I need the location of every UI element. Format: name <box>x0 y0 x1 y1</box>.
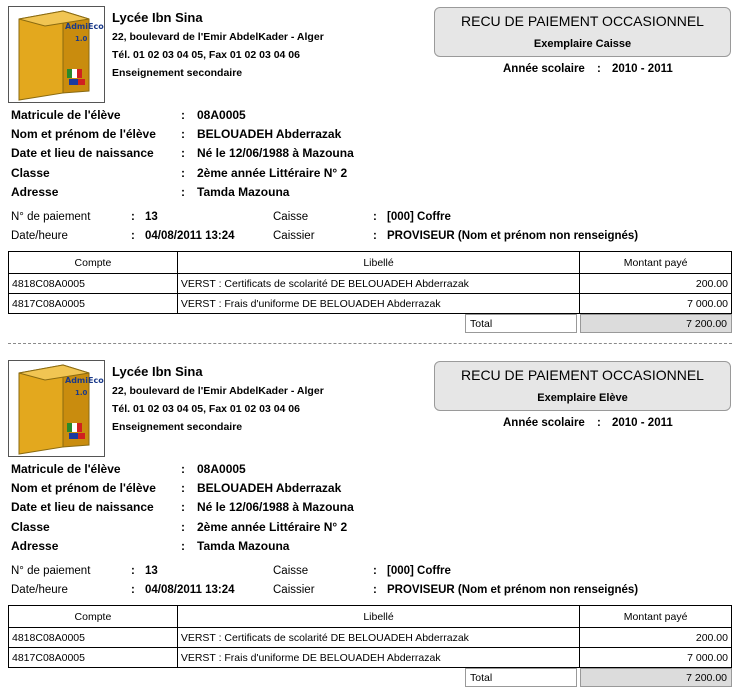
caisse-label: Caisse <box>273 211 309 223</box>
column-header-libelle: Libellé <box>177 606 579 628</box>
birth-label: Date et lieu de naissance <box>11 146 154 160</box>
matricule-label: Matricule de l'élève <box>11 108 121 122</box>
class-label: Classe <box>11 520 50 534</box>
student-name-colon: : <box>181 481 185 495</box>
birth-label: Date et lieu de naissance <box>11 500 154 514</box>
birth-colon: : <box>181 146 185 160</box>
caissier-label: Caissier <box>273 584 315 596</box>
table-row <box>9 648 732 668</box>
cell-libelle: VERST : Certificats de scolarité DE BELOUADEH Abderrazak <box>177 628 579 648</box>
svg-text:AdmiEco: AdmiEco <box>65 22 104 31</box>
cut-line-separator <box>8 343 732 344</box>
column-header-montant: Montant payé <box>580 606 732 628</box>
school-phone: Tél. 01 02 03 04 05, Fax 01 02 03 04 06 <box>112 403 300 415</box>
caisse-value: [000] Coffre <box>387 565 451 577</box>
svg-text:1.0: 1.0 <box>75 35 88 43</box>
total-label: Total <box>465 668 577 687</box>
svg-text:AdmiEco: AdmiEco <box>65 376 104 385</box>
address-colon: : <box>181 539 185 553</box>
address-label: Adresse <box>11 539 59 553</box>
payment-number-label: N° de paiement <box>11 565 91 577</box>
cell-compte: 4817C08A0005 <box>9 648 178 668</box>
student-name-value: BELOUADEH Abderrazak <box>197 127 342 141</box>
caissier-value: PROVISEUR (Nom et prénom non renseignés) <box>387 230 639 242</box>
payment-number-colon: : <box>131 565 135 577</box>
class-value: 2ème année Littéraire N° 2 <box>197 166 348 180</box>
school-phone: Tél. 01 02 03 04 05, Fax 01 02 03 04 06 <box>112 49 300 61</box>
admieco-box-icon <box>9 7 104 102</box>
receipt-copy-label: Exemplaire Caisse <box>533 38 632 50</box>
caisse-value: [000] Coffre <box>387 211 451 223</box>
receipt-copy-label: Exemplaire Elève <box>537 392 628 404</box>
school-year-value: 2010 - 2011 <box>612 63 673 75</box>
student-name-value: BELOUADEH Abderrazak <box>197 481 342 495</box>
caisse-colon: : <box>373 565 377 577</box>
caissier-label: Caissier <box>273 230 315 242</box>
school-address: 22, boulevard de l'Emir AbdelKader - Alger <box>112 31 324 43</box>
school-name: Lycée Ibn Sina <box>112 10 203 25</box>
receipt-title: RECU DE PAIEMENT OCCASIONNEL <box>461 367 704 383</box>
matricule-label: Matricule de l'élève <box>11 462 121 476</box>
payment-items-table <box>8 605 732 668</box>
school-logo <box>8 6 105 103</box>
cell-montant: 7 000.00 <box>580 648 732 668</box>
payment-items-table <box>8 251 732 314</box>
table-header-row <box>9 252 732 274</box>
table-header-row <box>9 606 732 628</box>
address-value: Tamda Mazouna <box>197 539 290 553</box>
cell-libelle: VERST : Frais d'uniforme DE BELOUADEH Abderrazak <box>177 648 579 668</box>
matricule-colon: : <box>181 108 185 122</box>
column-header-compte: Compte <box>9 606 178 628</box>
address-colon: : <box>181 185 185 199</box>
datetime-colon: : <box>131 584 135 596</box>
payment-number-colon: : <box>131 211 135 223</box>
school-name: Lycée Ibn Sina <box>112 364 203 379</box>
column-header-libelle: Libellé <box>177 252 579 274</box>
table-row <box>9 294 732 314</box>
caissier-colon: : <box>373 584 377 596</box>
school-level: Enseignement secondaire <box>112 67 243 79</box>
school-year-label: Année scolaire <box>503 417 585 429</box>
datetime-label: Date/heure <box>11 230 68 242</box>
total-value: 7 200.00 <box>580 668 732 687</box>
school-address: 22, boulevard de l'Emir AbdelKader - Alger <box>112 385 324 397</box>
birth-colon: : <box>181 500 185 514</box>
class-colon: : <box>181 166 185 180</box>
caissier-value: PROVISEUR (Nom et prénom non renseignés) <box>387 584 639 596</box>
total-value: 7 200.00 <box>580 314 732 333</box>
student-name-colon: : <box>181 127 185 141</box>
address-value: Tamda Mazouna <box>197 185 290 199</box>
admieco-box-icon <box>9 361 104 456</box>
school-year-value: 2010 - 2011 <box>612 417 673 429</box>
svg-text:1.0: 1.0 <box>75 389 88 397</box>
table-row <box>9 274 732 294</box>
cell-libelle: VERST : Frais d'uniforme DE BELOUADEH Abderrazak <box>177 294 579 314</box>
datetime-value: 04/08/2011 13:24 <box>145 584 235 596</box>
receipt-title-box <box>434 7 731 57</box>
receipt-caisse <box>0 0 739 340</box>
class-label: Classe <box>11 166 50 180</box>
school-year-colon: : <box>597 417 601 429</box>
datetime-colon: : <box>131 230 135 242</box>
school-year-colon: : <box>597 63 601 75</box>
datetime-value: 04/08/2011 13:24 <box>145 230 235 242</box>
table-row <box>9 628 732 648</box>
cell-compte: 4818C08A0005 <box>9 274 178 294</box>
student-name-label: Nom et prénom de l'élève <box>11 481 156 495</box>
class-value: 2ème année Littéraire N° 2 <box>197 520 348 534</box>
cell-compte: 4818C08A0005 <box>9 628 178 648</box>
caisse-colon: : <box>373 211 377 223</box>
payment-number-label: N° de paiement <box>11 211 91 223</box>
receipt-title: RECU DE PAIEMENT OCCASIONNEL <box>461 13 704 29</box>
address-label: Adresse <box>11 185 59 199</box>
total-label: Total <box>465 314 577 333</box>
receipt-eleve <box>0 354 739 694</box>
birth-value: Né le 12/06/1988 à Mazouna <box>197 500 354 514</box>
cell-compte: 4817C08A0005 <box>9 294 178 314</box>
birth-value: Né le 12/06/1988 à Mazouna <box>197 146 354 160</box>
datetime-label: Date/heure <box>11 584 68 596</box>
cell-montant: 200.00 <box>580 274 732 294</box>
school-level: Enseignement secondaire <box>112 421 243 433</box>
student-name-label: Nom et prénom de l'élève <box>11 127 156 141</box>
column-header-compte: Compte <box>9 252 178 274</box>
school-year-label: Année scolaire <box>503 63 585 75</box>
payment-number-value: 13 <box>145 211 158 223</box>
cell-montant: 200.00 <box>580 628 732 648</box>
matricule-colon: : <box>181 462 185 476</box>
column-header-montant: Montant payé <box>580 252 732 274</box>
matricule-value: 08A0005 <box>197 108 246 122</box>
school-logo <box>8 360 105 457</box>
cell-montant: 7 000.00 <box>580 294 732 314</box>
payment-number-value: 13 <box>145 565 158 577</box>
receipt-title-box <box>434 361 731 411</box>
caissier-colon: : <box>373 230 377 242</box>
matricule-value: 08A0005 <box>197 462 246 476</box>
class-colon: : <box>181 520 185 534</box>
cell-libelle: VERST : Certificats de scolarité DE BELOUADEH Abderrazak <box>177 274 579 294</box>
caisse-label: Caisse <box>273 565 309 577</box>
